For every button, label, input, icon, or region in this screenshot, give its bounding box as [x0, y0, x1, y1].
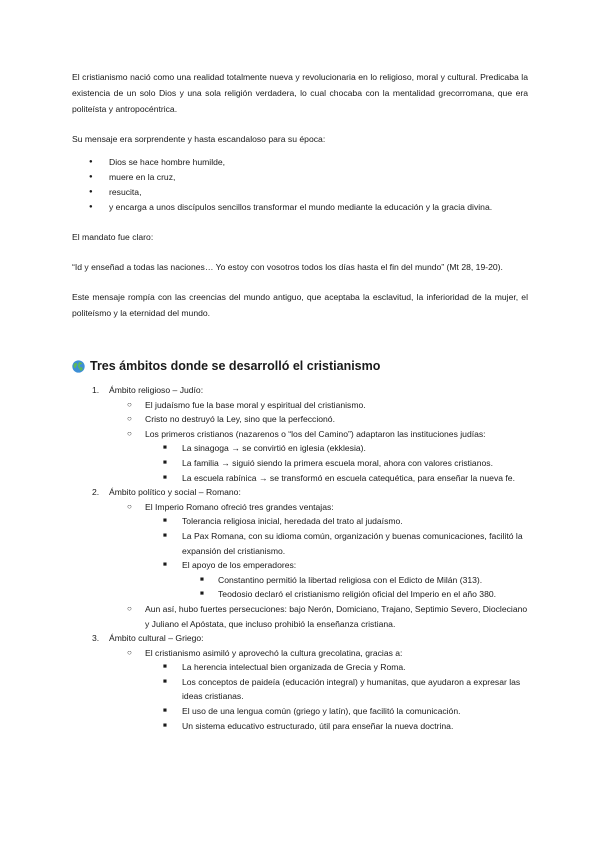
- list-item: ■ La sinagoga → se convirtió en iglesia (ekklesia).: [163, 441, 528, 456]
- conclusion-paragraph: Este mensaje rompía con las creencias del mundo antiguo, que aceptaba la esclavitud, la inferioridad de la mujer, el politeísmo y la eternidad del mundo.: [72, 292, 528, 318]
- list-item: [92, 631, 528, 733]
- list-item: ● resucita,: [89, 185, 528, 200]
- item-text: El cristianismo asimiló y aprovechó la cultura grecolatina, gracias a:: [145, 647, 403, 658]
- item-text: El Imperio Romano ofreció tres grandes ventajas:: [145, 501, 334, 512]
- list-item: ○ Cristo no destruyó la Ley, sino que la perfeccionó.: [127, 412, 528, 427]
- list-item: ○ Aun así, hubo fuertes persecuciones: bajo Nerón, Domiciano, Trajano, Septimio Severo, Diocleciano y Juliano el Apóstata, que incluso prohibió la enseñanza cristiana.: [127, 602, 528, 631]
- section-title: Tres ámbitos donde se desarrolló el cristianismo: [90, 359, 381, 373]
- sub-list: [182, 573, 528, 602]
- list-item: ■ La escuela rabínica → se transformó en escuela catequética, para enseñar la nueva fe.: [163, 471, 528, 486]
- message-list: [72, 155, 528, 215]
- list-item: ○ El judaísmo fue la base moral y espiritual del cristianismo.: [127, 398, 528, 413]
- list-item: ■ La Pax Romana, con su idioma común, organización y buenas comunicaciones, facilitó la expansión del cristianismo.: [163, 529, 528, 558]
- item-title: Ámbito religioso – Judío:: [109, 385, 204, 395]
- list-item: ■ La familia → siguió siendo la primera escuela moral, ahora con valores cristianos.: [163, 456, 528, 471]
- intro-paragraph: El cristianismo nació como una realidad totalmente nueva y revolucionaria en lo religioso, moral y cultural. Predicaba la existencia de un solo Dios y una sola religión verdadera, lo cual chocaba con la mentalidad grecorromana, que era politeísta y antropocéntrica.: [72, 72, 528, 114]
- list-item: [127, 646, 528, 734]
- list-item: [127, 500, 528, 602]
- item-number: 3.: [92, 633, 100, 644]
- sub-list: [145, 514, 528, 602]
- message-intro: Su mensaje era sorprendente y hasta escandaloso para su época:: [72, 134, 326, 144]
- sub-list: [145, 441, 528, 485]
- list-item: ● muere en la cruz,: [89, 170, 528, 185]
- item-text: El apoyo de los emperadores:: [182, 560, 297, 571]
- globe-icon: [72, 360, 85, 373]
- list-item: ■ La herencia intelectual bien organizada de Grecia y Roma.: [163, 660, 528, 675]
- item-number: 2.: [92, 487, 100, 498]
- bible-quote: “Id y enseñad a todas las naciones… Yo estoy con vosotros todos los días hasta el fin del mundo” (Mt 28, 19-20).: [72, 262, 503, 272]
- item-text: Los primeros cristianos (nazarenos o “los del Camino”) adaptaron las instituciones judías:: [145, 428, 486, 439]
- list-item: [127, 427, 528, 485]
- list-item: ● Dios se hace hombre humilde,: [89, 155, 528, 170]
- sub-list: [145, 660, 528, 733]
- list-item: ■ Tolerancia religiosa inicial, heredada del trato al judaísmo.: [163, 514, 528, 529]
- sub-list: [109, 646, 528, 734]
- item-title: Ámbito cultural – Griego:: [109, 633, 204, 644]
- section-heading: [72, 357, 528, 375]
- domain-list: [72, 383, 528, 733]
- mandate-label: El mandato fue claro:: [72, 232, 154, 242]
- item-number: 1.: [92, 385, 100, 395]
- list-item: [163, 558, 528, 602]
- list-item: ■ Teodosio declaró el cristianismo religión oficial del Imperio en el año 380.: [200, 587, 528, 602]
- list-item: [92, 383, 528, 485]
- list-item: ■ El uso de una lengua común (griego y latín), que facilitó la comunicación.: [163, 704, 528, 719]
- sub-list: [109, 398, 528, 486]
- list-item: ■ Un sistema educativo estructurado, útil para enseñar la nueva doctrina.: [163, 719, 528, 734]
- list-item: ■ Constantino permitió la libertad religiosa con el Edicto de Milán (313).: [200, 573, 528, 588]
- list-item: [92, 485, 528, 631]
- list-item: ● y encarga a unos discípulos sencillos transformar el mundo mediante la educación y la gracia divina.: [89, 200, 528, 215]
- sub-list: [109, 500, 528, 631]
- list-item: ■ Los conceptos de paideía (educación integral) y humanitas, que ayudaron a expresar las ideas cristianas.: [163, 675, 528, 704]
- item-title: Ámbito político y social – Romano:: [109, 487, 241, 498]
